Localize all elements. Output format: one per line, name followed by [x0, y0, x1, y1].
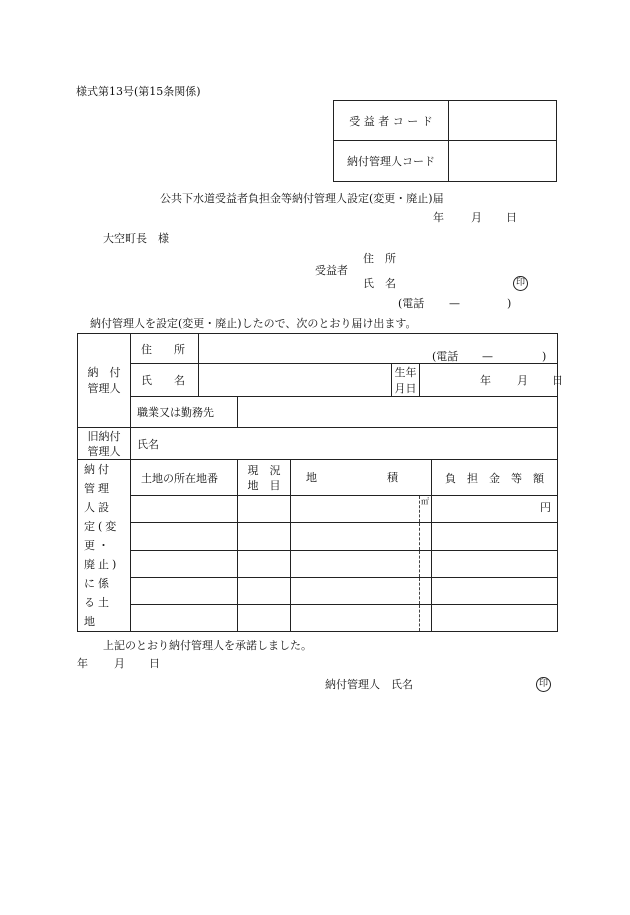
- manager-birth-label: 生年月日: [392, 364, 420, 397]
- land-amount-cell[interactable]: [432, 523, 558, 550]
- beneficiary-code-label: 受 益 者 コ ー ド: [334, 101, 449, 141]
- code-box: [333, 100, 557, 182]
- land-category-cell[interactable]: [238, 577, 291, 604]
- land-section-header-text: 納付管理人設定(変更・廃止)に係る土地: [84, 463, 120, 628]
- land-area-cell[interactable]: [291, 523, 420, 550]
- land-area-decimal-cell[interactable]: [420, 577, 432, 604]
- acceptance-statement: 上記のとおり納付管理人を承諾しました。: [103, 639, 312, 652]
- manager-address-field[interactable]: [199, 334, 558, 364]
- land-location-cell[interactable]: [131, 550, 238, 577]
- manager-phone-dash: —: [482, 350, 493, 363]
- date-year: 年: [433, 211, 444, 224]
- land-row: [78, 496, 558, 523]
- applicant-address-label: 住 所: [363, 252, 396, 265]
- land-area-cell[interactable]: [291, 604, 420, 631]
- manager-phone-label: (電話: [432, 350, 459, 363]
- birth-day-unit: 日: [552, 374, 563, 387]
- form-number: 様式第13号(第15条関係): [76, 85, 201, 98]
- applicant-phone-dash: —: [449, 297, 460, 310]
- manager-address-label: 住 所: [131, 334, 199, 364]
- col-burden: 負 担 金 等 額: [432, 460, 558, 496]
- acceptance-day: 日: [149, 657, 160, 670]
- land-category-cell[interactable]: [238, 550, 291, 577]
- applicant-role-label: 受益者: [315, 264, 348, 277]
- manager-code-label: 納付管理人コード: [334, 141, 449, 182]
- col-current-category: 現 況 地 目: [238, 460, 291, 496]
- acceptance-year: 年: [77, 657, 88, 670]
- col-area-right: 積: [387, 471, 398, 484]
- old-manager-header: 旧納付 管理人: [78, 428, 131, 460]
- land-location-cell[interactable]: [131, 523, 238, 550]
- land-section-header: [78, 460, 131, 632]
- land-location-cell[interactable]: [131, 604, 238, 631]
- acceptance-signer-label: 納付管理人 氏名: [325, 678, 413, 691]
- applicant-phone-close: ): [507, 297, 512, 310]
- land-area-decimal-cell[interactable]: [420, 523, 432, 550]
- land-amount-cell[interactable]: [432, 550, 558, 577]
- old-manager-name-field[interactable]: [131, 428, 558, 460]
- acceptance-month: 月: [114, 657, 125, 670]
- occupation-label: 職業又は勤務先: [131, 397, 238, 428]
- manager-phone-close: ): [542, 350, 547, 363]
- old-manager-name-label: 氏名: [137, 437, 159, 451]
- land-row: [78, 604, 558, 631]
- applicant-phone-label: (電話: [398, 297, 425, 310]
- col-area: [291, 460, 432, 496]
- land-area-cell[interactable]: [291, 496, 420, 523]
- manager-name-label: 氏 名: [131, 364, 199, 397]
- currency-unit-label: 円: [540, 501, 552, 515]
- manager-section-header: 納 付 管理人: [78, 334, 131, 428]
- land-row: [78, 523, 558, 550]
- applicant-seal-icon: 印: [513, 276, 528, 291]
- applicant-name-label: 氏 名: [363, 277, 396, 290]
- manager-name-field[interactable]: [199, 364, 392, 397]
- land-location-cell[interactable]: [131, 496, 238, 523]
- land-row: [78, 550, 558, 577]
- beneficiary-code-field[interactable]: [449, 101, 557, 141]
- land-location-cell[interactable]: [131, 577, 238, 604]
- land-category-cell[interactable]: [238, 604, 291, 631]
- acceptance-seal-icon: 印: [536, 677, 551, 692]
- intro-text: 納付管理人を設定(変更・廃止)したので、次のとおり届け出ます。: [90, 317, 417, 330]
- land-area-cell[interactable]: [291, 577, 420, 604]
- area-unit-label: [420, 496, 432, 523]
- land-amount-cell[interactable]: [432, 496, 558, 523]
- land-category-cell[interactable]: [238, 523, 291, 550]
- birth-year-unit: 年: [480, 374, 491, 387]
- land-category-cell[interactable]: [238, 496, 291, 523]
- date-day: 日: [506, 211, 517, 224]
- addressee: 大空町長 様: [103, 232, 169, 245]
- land-amount-cell[interactable]: [432, 577, 558, 604]
- occupation-field[interactable]: [238, 397, 558, 428]
- date-month: 月: [471, 211, 482, 224]
- main-form-table: [77, 333, 563, 632]
- page-title: 公共下水道受益者負担金等納付管理人設定(変更・廃止)届: [160, 192, 444, 205]
- land-area-decimal-cell[interactable]: [420, 604, 432, 631]
- manager-code-field[interactable]: [449, 141, 557, 182]
- col-location: 土地の所在地番: [131, 460, 238, 496]
- land-area-cell[interactable]: [291, 550, 420, 577]
- birth-month-unit: 月: [517, 374, 528, 387]
- land-amount-cell[interactable]: [432, 604, 558, 631]
- land-row: [78, 577, 558, 604]
- col-area-left: 地: [306, 471, 317, 484]
- land-area-decimal-cell[interactable]: [420, 550, 432, 577]
- manager-birth-field[interactable]: [420, 364, 563, 397]
- area-unit-text: ㎡: [421, 497, 429, 507]
